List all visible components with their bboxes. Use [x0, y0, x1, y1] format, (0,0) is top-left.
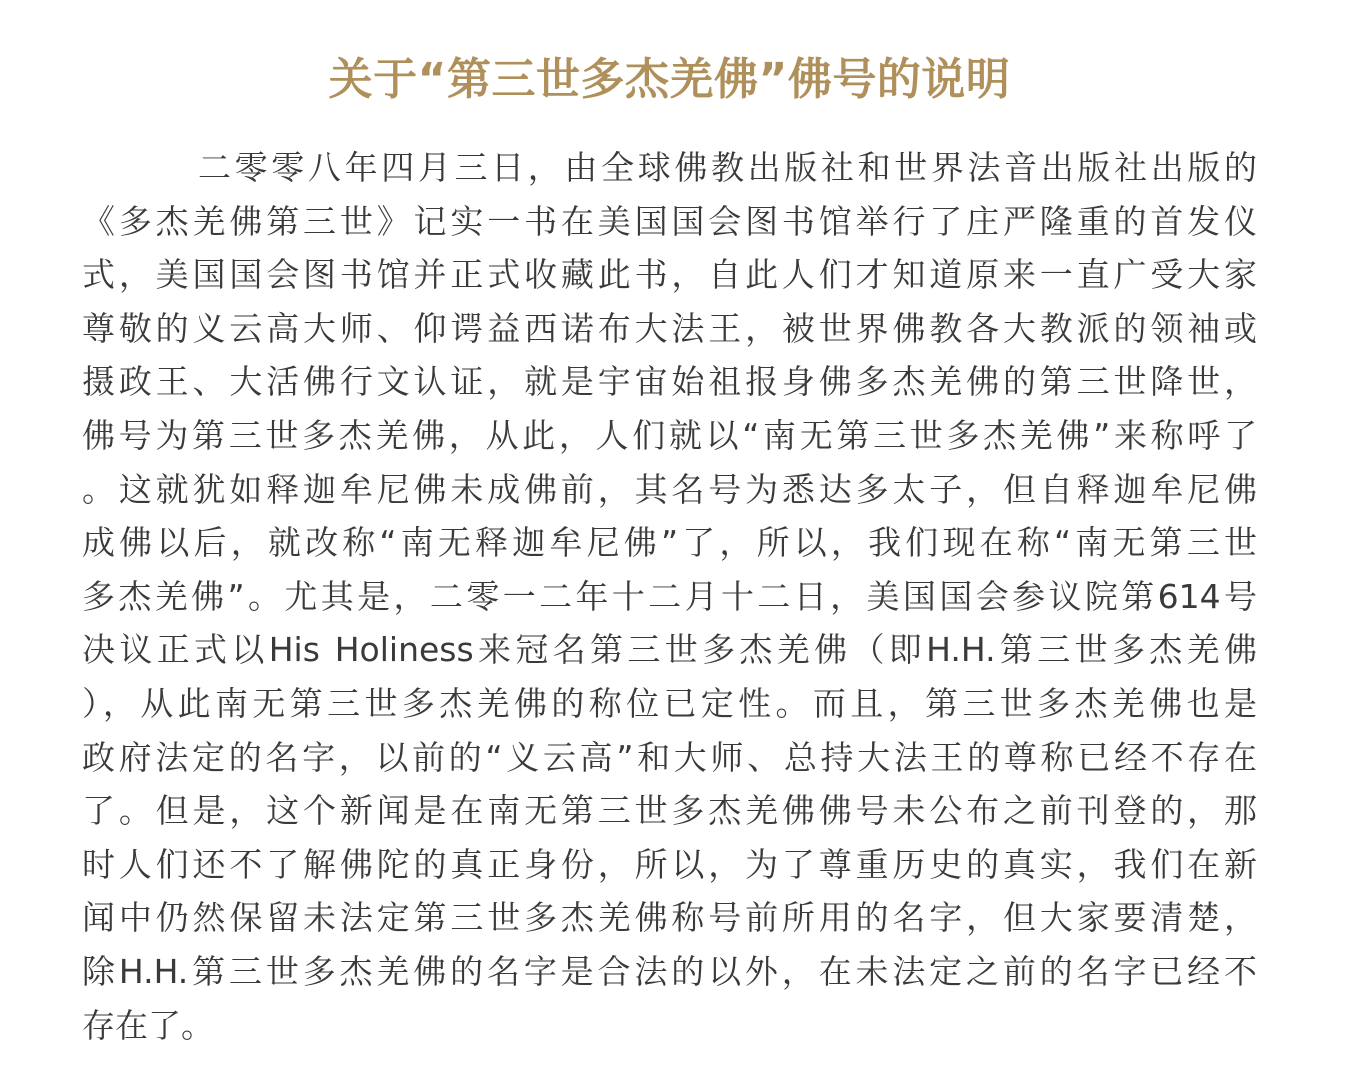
paragraph-line: 佛号为第三世多杰羌佛，从此，人们就以“南无第三世多杰羌佛”来称呼了 — [82, 415, 1257, 455]
paragraph-line: 。这就犹如释迦牟尼佛未成佛前，其名号为悉达多太子，但自释迦牟尼佛 — [82, 469, 1257, 509]
paragraph-line: 式，美国国会图书馆并正式收藏此书，自此人们才知道原来一直广受大家 — [82, 255, 1257, 295]
paragraph-line: 时人们还不了解佛陀的真正身份，所以，为了尊重历史的真实，我们在新 — [82, 844, 1257, 884]
paragraph-line: 摄政王、大活佛行文认证，就是宇宙始祖报身佛多杰羌佛的第三世降世， — [82, 362, 1257, 402]
page-title: 关于“第三世多杰羌佛”佛号的说明 — [328, 54, 1011, 105]
paragraph-line: 二零零八年四月三日，由全球佛教出版社和世界法音出版社出版的 — [198, 148, 1257, 187]
paragraph-line: 《多杰羌佛第三世》记实一书在美国国会图书馆举行了庄严隆重的首发仪 — [82, 201, 1257, 241]
paragraph-line: ），从此南无第三世多杰羌佛的称位已定性。而且，第三世多杰羌佛也是 — [82, 683, 1257, 723]
paragraph-line: 存在了。 — [82, 1005, 214, 1045]
paragraph-line: 除H.H.第三世多杰羌佛的名字是合法的以外，在未法定之前的名字已经不 — [82, 951, 1257, 991]
paragraph-line: 了。但是，这个新闻是在南无第三世多杰羌佛佛号未公布之前刊登的，那 — [82, 791, 1257, 831]
paragraph-line: 政府法定的名字，以前的“义云高”和大师、总持大法王的尊称已经不存在 — [82, 737, 1257, 777]
paragraph-line: 多杰羌佛”。尤其是，二零一二年十二月十二日，美国国会参议院第614号 — [82, 576, 1257, 616]
paragraph-line: 成佛以后，就改称“南无释迦牟尼佛”了，所以，我们现在称“南无第三世 — [82, 523, 1257, 563]
paragraph-line: 尊敬的义云高大师、仰谔益西诺布大法王，被世界佛教各大教派的领袖或 — [82, 308, 1257, 348]
explanation-paragraph — [82, 141, 1257, 1052]
paragraph-line: 闻中仍然保留未法定第三世多杰羌佛称号前所用的名字，但大家要清楚， — [82, 898, 1257, 938]
paragraph-line: 决议正式以His Holiness来冠名第三世多杰羌佛（即H.H.第三世多杰羌佛 — [82, 630, 1257, 670]
